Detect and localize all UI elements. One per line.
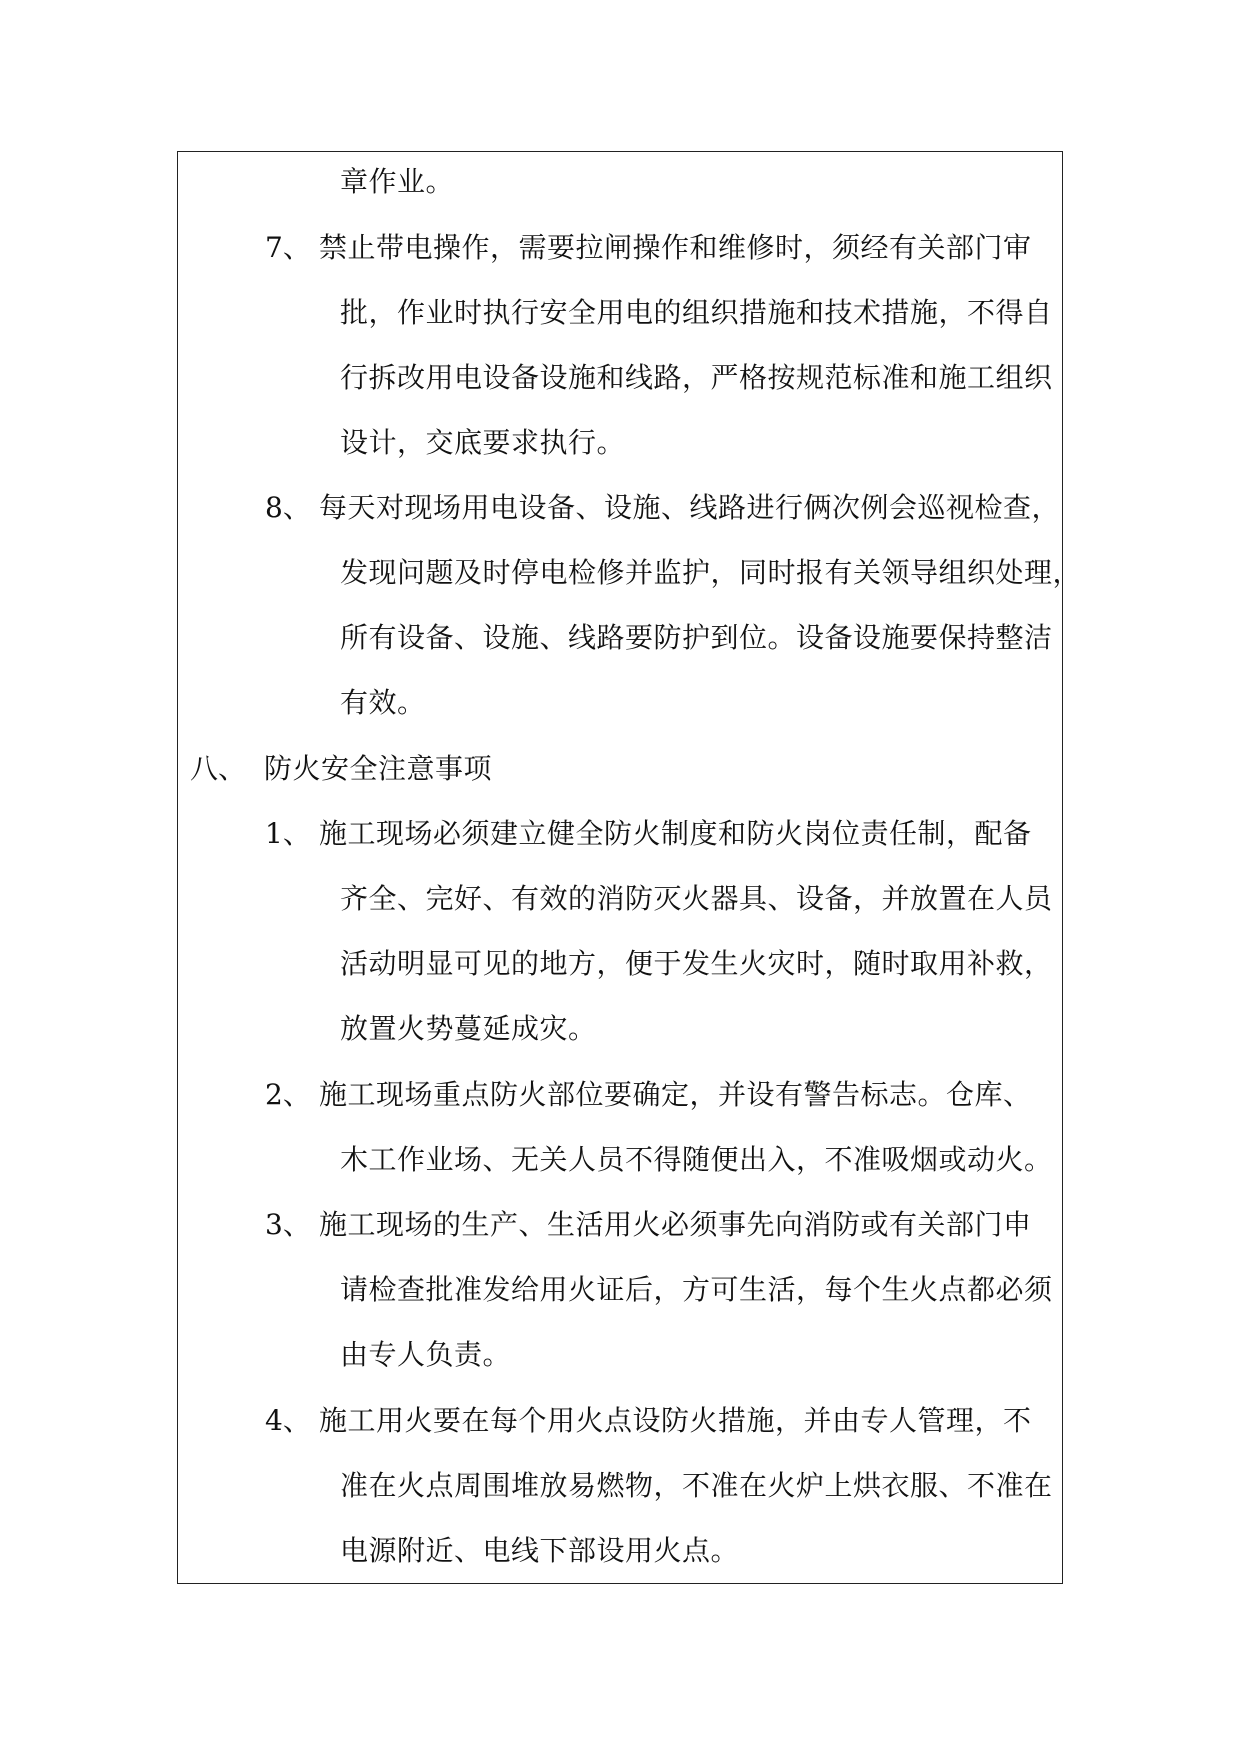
text-line: 行拆改用电设备设施和线路，严格按规范标准和施工组织 [340, 361, 1053, 394]
item-number: 4、 [265, 1404, 311, 1437]
text-line: 设计，交底要求执行。 [340, 426, 626, 459]
text-line: 施工现场的生产、生活用火必须事先向消防或有关部门申 [319, 1208, 1032, 1241]
text-line: 由专人负责。 [340, 1338, 512, 1371]
text-line: 活动明显可见的地方，便于发生火灾时，随时取用补救， [340, 947, 1053, 980]
text-line: 施工现场重点防火部位要确定，并设有警告标志。仓库、 [319, 1078, 1032, 1111]
text-line: 放置火势蔓延成灾。 [340, 1012, 597, 1045]
text-line: 每天对现场用电设备、设施、线路进行俩次例会巡视检查， [319, 491, 1061, 524]
text-line: 禁止带电操作，需要拉闸操作和维修时，须经有关部门审 [319, 231, 1032, 264]
text-line: 施工用火要在每个用火点设防火措施，并由专人管理，不 [319, 1404, 1032, 1437]
text-line: 施工现场必须建立健全防火制度和防火岗位责任制，配备 [319, 817, 1032, 850]
text-line: 有效。 [340, 686, 426, 719]
item-number: 1、 [265, 817, 311, 850]
text-line: 章作业。 [340, 165, 455, 198]
section-number: 八、 [190, 752, 247, 785]
item-number: 8、 [265, 491, 311, 524]
item-number: 3、 [265, 1208, 311, 1241]
text-line: 齐全、完好、有效的消防灭火器具、设备，并放置在人员 [340, 882, 1053, 915]
section-title: 防火安全注意事项 [264, 752, 493, 785]
item-number: 7、 [265, 231, 311, 264]
text-line: 所有设备、设施、线路要防护到位。设备设施要保持整洁 [340, 621, 1053, 654]
text-line: 准在火点周围堆放易燃物，不准在火炉上烘衣服、不准在 [340, 1469, 1053, 1502]
item-number: 2、 [265, 1078, 311, 1111]
text-line: 电源附近、电线下部设用火点。 [340, 1534, 740, 1567]
text-line: 发现问题及时停电检修并监护，同时报有关领导组织处理， [340, 556, 1082, 589]
text-line: 木工作业场、无关人员不得随便出入，不准吸烟或动火。 [340, 1143, 1053, 1176]
text-line: 请检查批准发给用火证后，方可生活，每个生火点都必须 [340, 1273, 1053, 1306]
text-line: 批，作业时执行安全用电的组织措施和技术措施，不得自 [340, 296, 1053, 329]
